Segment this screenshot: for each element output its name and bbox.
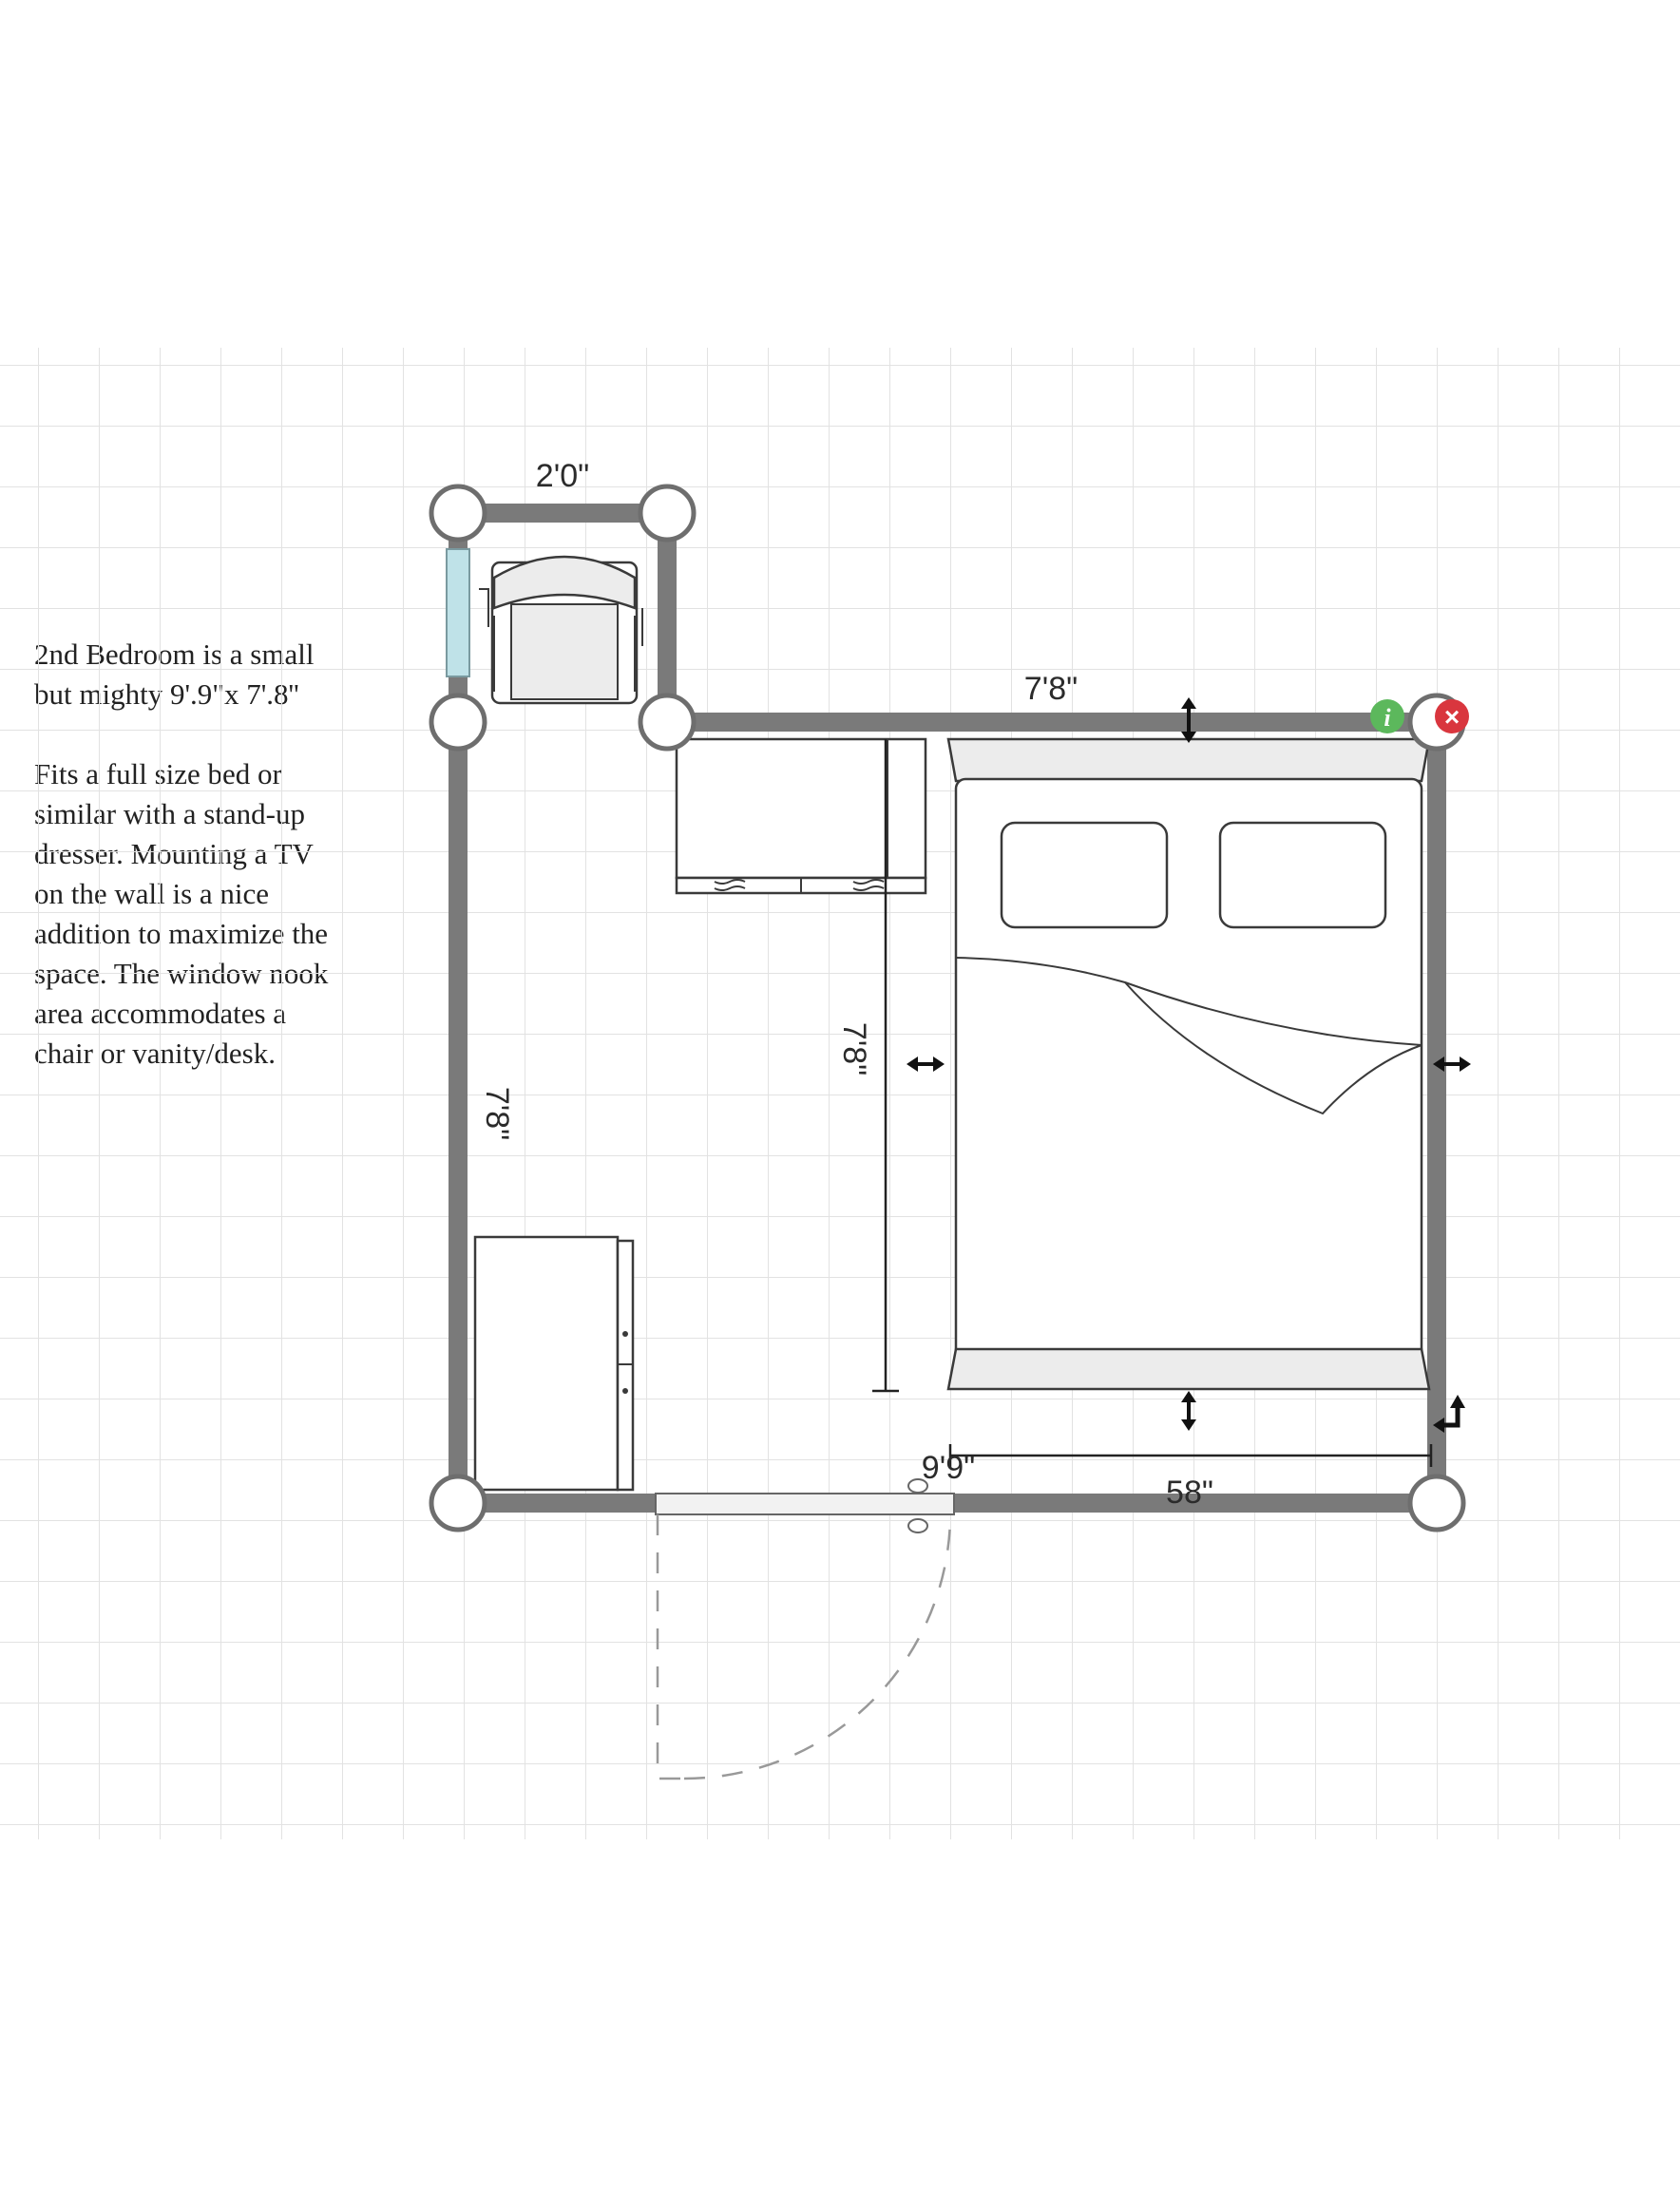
bed-headboard [948,739,1429,781]
svg-text:i: i [1384,704,1391,732]
corner-node-nook-inner[interactable] [640,695,694,749]
dresser-top[interactable] [677,739,926,893]
door-knob-outer [908,1519,927,1532]
bed[interactable] [948,739,1429,1389]
info-button[interactable] [1370,699,1404,733]
corner-node-nook-top-right[interactable] [640,486,694,540]
svg-text:×: × [1443,702,1460,732]
bed-pillow-left [1002,823,1167,927]
corner-node-bottom-left[interactable] [431,1476,485,1530]
top-wall-label: 7'8" [1023,671,1079,707]
corner-node-left[interactable] [431,695,485,749]
door-panel[interactable] [656,1494,954,1514]
room-depth-label: 7'8" [836,1021,872,1076]
corner-node-nook-top-left[interactable] [431,486,485,540]
corner-node-bottom-right[interactable] [1410,1476,1463,1530]
bed-pillow-right [1220,823,1385,927]
armchair[interactable] [479,557,642,703]
bed-width-label: 58" [1166,1475,1213,1511]
left-wall-label: 7'8" [479,1086,515,1141]
bed-footboard [948,1349,1429,1389]
close-button[interactable] [1435,699,1469,733]
window[interactable] [447,549,469,676]
nook-width-label: 2'0" [535,458,590,494]
dresser-bottom[interactable] [475,1237,633,1490]
room-length-label: 9'9" [921,1450,976,1486]
